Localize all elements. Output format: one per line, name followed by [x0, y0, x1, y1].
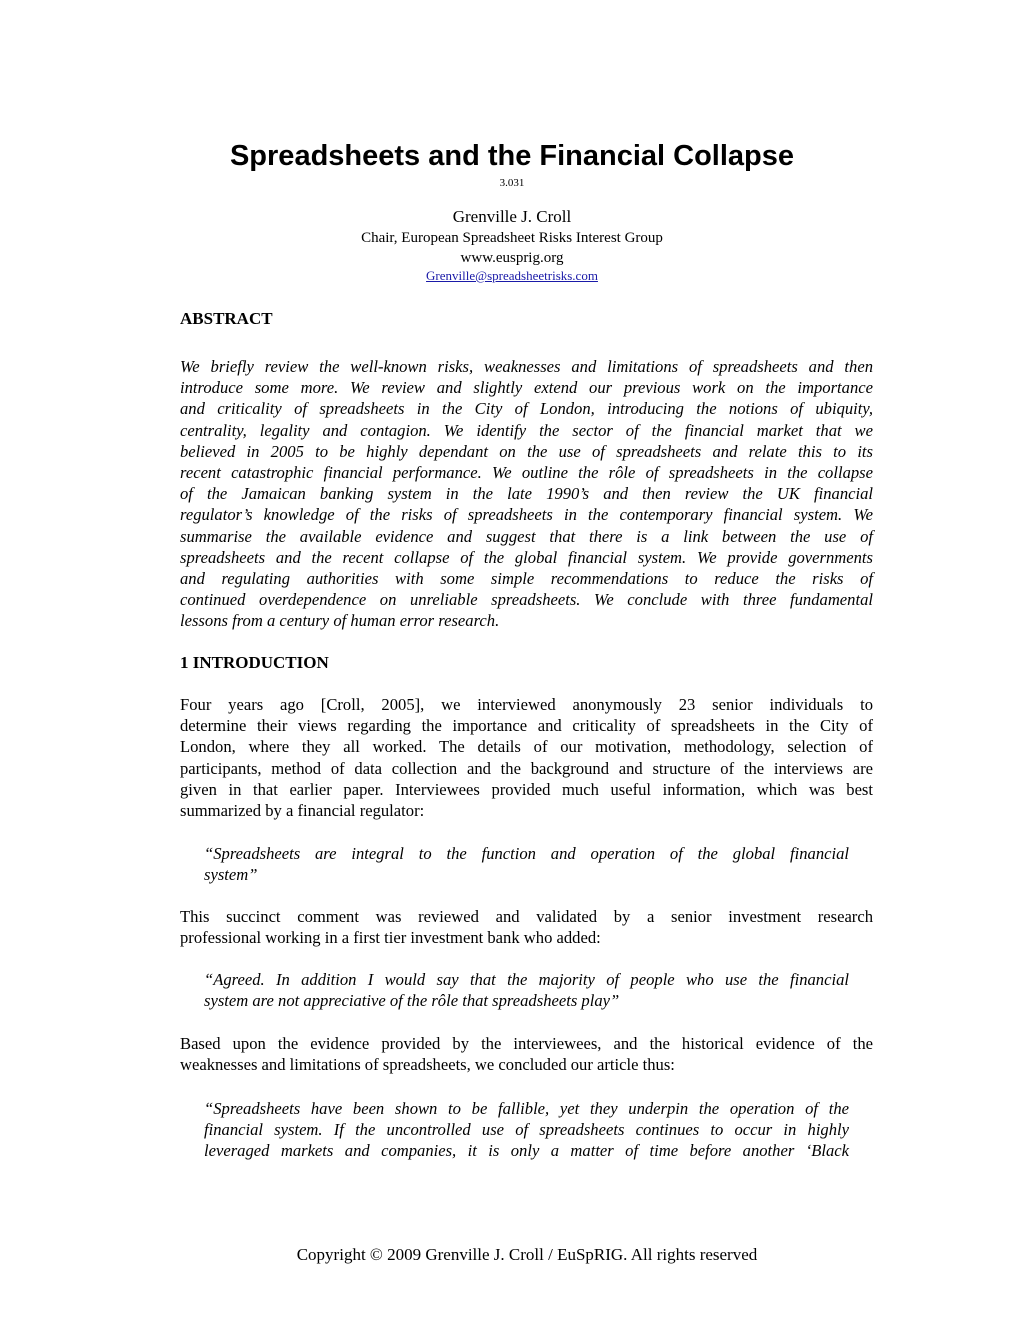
abstract-text	[180, 356, 873, 632]
text-line: regulator’s knowledge of the risks of spreadsheets in the contemporary financial system. We	[180, 505, 873, 525]
text-line: lessons from a century of human error research.	[180, 611, 500, 631]
text-line: introduce some more. We review and slightly extend our previous work on the importance	[180, 378, 873, 398]
abstract-heading: ABSTRACT	[180, 309, 273, 328]
text-line: recent catastrophic financial performance. We outline the rôle of spreadsheets in the collapse	[180, 463, 873, 483]
email-link[interactable]: Grenville@spreadsheetrisks.com	[426, 268, 598, 283]
author-name: Grenville J. Croll	[452, 207, 572, 226]
author-affiliation: Chair, European Spreadsheet Risks Interest Group	[361, 230, 663, 246]
text-line: professional working in a first tier investment bank who added:	[180, 928, 601, 948]
paper-code: 3.031	[499, 177, 525, 189]
paper-title: Spreadsheets and the Financial Collapse	[229, 140, 795, 172]
text-line: “Agreed. In addition I would say that the majority of people who use the financial	[204, 970, 849, 989]
introduction-heading: 1 INTRODUCTION	[180, 653, 329, 672]
intro-paragraph-3	[180, 1033, 873, 1075]
quote-investment-professional	[204, 969, 849, 1011]
text-line: system”	[204, 865, 258, 885]
text-line: and criticality of spreadsheets in the City of London, introducing the notions of ubiquity,	[180, 399, 873, 419]
text-line: summarise the available evidence and suggest that there is a link between the use of	[180, 526, 873, 546]
text-line: This succinct comment was reviewed and validated by a senior investment research	[180, 907, 873, 926]
text-line: London, where they all worked. The details of our motivation, methodology, selection of	[180, 737, 873, 757]
text-line: system are not appreciative of the rôle that spreadsheets play”	[204, 991, 620, 1011]
website-text: www.eusprig.org	[460, 250, 564, 266]
text-line: financial system. If the uncontrolled use of spreadsheets continues to occur in highly	[204, 1120, 849, 1140]
quote-regulator	[204, 843, 849, 885]
text-line: spreadsheets and the recent collapse of the global financial system. We provide governments	[180, 547, 873, 567]
text-line: Based upon the evidence provided by the interviewees, and the historical evidence of the	[180, 1034, 873, 1053]
text-line: summarized by a financial regulator:	[180, 801, 425, 821]
text-line: leveraged markets and companies, it is only a matter of time before another ‘Black	[204, 1141, 849, 1161]
copyright-footer: Copyright © 2009 Grenville J. Croll / EuSpRIG. All rights reserved	[296, 1245, 758, 1264]
text-line: We briefly review the well-known risks, weaknesses and limitations of spreadsheets and then	[180, 357, 873, 376]
text-line: determine their views regarding the importance and criticality of spreadsheets in the City of	[180, 716, 873, 736]
intro-paragraph-1	[180, 694, 873, 821]
text-line: Four years ago [Croll, 2005], we interviewed anonymously 23 senior individuals to	[180, 695, 873, 714]
text-line: and regulating authorities with some simple recommendations to reduce the risks of	[180, 569, 873, 589]
text-line: of the Jamaican banking system in the late 1990’s and then review the UK financial	[180, 484, 873, 504]
text-line: weaknesses and limitations of spreadsheets, we concluded our article thus:	[180, 1055, 675, 1075]
text-line: “Spreadsheets have been shown to be fallible, yet they underpin the operation of the	[204, 1099, 849, 1118]
quote-conclusion	[204, 1098, 849, 1162]
text-line: “Spreadsheets are integral to the function and operation of the global financial	[204, 844, 849, 863]
text-line: continued overdependence on unreliable spreadsheets. We conclude with three fundamental	[180, 590, 873, 610]
text-line: given in that earlier paper. Interviewees provided much useful information, which was best	[180, 779, 873, 799]
text-line: participants, method of data collection and the background and structure of the interviews are	[180, 758, 873, 778]
text-line: centrality, legality and contagion. We identify the sector of the financial market that we	[180, 420, 873, 440]
text-line: believed in 2005 to be highly dependant on the use of spreadsheets and relate this to its	[180, 441, 873, 461]
intro-paragraph-2	[180, 906, 873, 948]
